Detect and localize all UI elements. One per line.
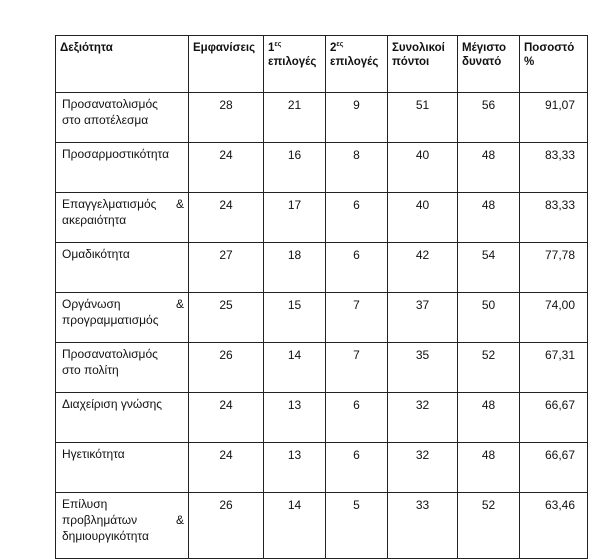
skill-cell: Ηγετικότητα bbox=[56, 443, 189, 493]
first-choices-cell: 16 bbox=[264, 143, 326, 193]
total-points-cell: 40 bbox=[388, 143, 458, 193]
skill-cell: Επαγγελματισμός & ακεραιότητα bbox=[56, 193, 189, 243]
appearances-cell: 26 bbox=[189, 493, 264, 559]
skill-cell: Προσαρμοστικότητα bbox=[56, 143, 189, 193]
total-points-cell: 35 bbox=[388, 343, 458, 393]
max-possible-cell: 48 bbox=[458, 143, 520, 193]
max-possible-cell: 52 bbox=[458, 343, 520, 393]
appearances-cell: 24 bbox=[189, 393, 264, 443]
second-choices-cell: 6 bbox=[326, 393, 388, 443]
table-row bbox=[56, 293, 588, 343]
skills-table bbox=[55, 35, 588, 559]
appearances-cell: 28 bbox=[189, 93, 264, 143]
total-points-cell: 37 bbox=[388, 293, 458, 343]
table-row bbox=[56, 493, 588, 559]
percent-cell: 66,67 bbox=[520, 393, 588, 443]
header-percent: Ποσοστό % bbox=[520, 36, 588, 93]
percent-cell: 67,31 bbox=[520, 343, 588, 393]
percent-cell: 66,67 bbox=[520, 443, 588, 493]
second-choices-cell: 9 bbox=[326, 93, 388, 143]
percent-cell: 83,33 bbox=[520, 193, 588, 243]
max-possible-cell: 56 bbox=[458, 93, 520, 143]
total-points-cell: 51 bbox=[388, 93, 458, 143]
table-row bbox=[56, 343, 588, 393]
percent-cell: 91,07 bbox=[520, 93, 588, 143]
second-choices-cell: 8 bbox=[326, 143, 388, 193]
table-header-row bbox=[56, 36, 588, 93]
percent-cell: 74,00 bbox=[520, 293, 588, 343]
max-possible-cell: 48 bbox=[458, 393, 520, 443]
table-row bbox=[56, 193, 588, 243]
appearances-cell: 24 bbox=[189, 443, 264, 493]
percent-cell: 77,78 bbox=[520, 243, 588, 293]
first-choices-cell: 15 bbox=[264, 293, 326, 343]
first-choices-cell: 14 bbox=[264, 493, 326, 559]
percent-cell: 63,46 bbox=[520, 493, 588, 559]
header-first-choices: $1^{\varepsilon\varsigma}$ επιλογές bbox=[264, 36, 326, 93]
total-points-cell: 32 bbox=[388, 443, 458, 493]
header-appearances: Εμφανίσεις bbox=[189, 36, 264, 93]
header-max-possible: Μέγιστο δυνατό bbox=[458, 36, 520, 93]
first-choices-cell: 21 bbox=[264, 93, 326, 143]
max-possible-cell: 48 bbox=[458, 443, 520, 493]
appearances-cell: 26 bbox=[189, 343, 264, 393]
skill-cell: Προσανατολισμός στο πολίτη bbox=[56, 343, 189, 393]
first-choices-cell: 14 bbox=[264, 343, 326, 393]
header-skill: Δεξιότητα bbox=[56, 36, 189, 93]
skill-cell: Προσανατολισμός στο αποτέλεσμα bbox=[56, 93, 189, 143]
first-choices-cell: 13 bbox=[264, 443, 326, 493]
total-points-cell: 32 bbox=[388, 393, 458, 443]
total-points-cell: 33 bbox=[388, 493, 458, 559]
percent-cell: 83,33 bbox=[520, 143, 588, 193]
appearances-cell: 24 bbox=[189, 143, 264, 193]
second-choices-cell: 7 bbox=[326, 293, 388, 343]
max-possible-cell: 48 bbox=[458, 193, 520, 243]
first-choices-cell: 13 bbox=[264, 393, 326, 443]
table-row bbox=[56, 443, 588, 493]
skill-cell: Οργάνωση & προγραμματισμός bbox=[56, 293, 189, 343]
max-possible-cell: 52 bbox=[458, 493, 520, 559]
second-choices-cell: 7 bbox=[326, 343, 388, 393]
header-total-points: Συνολικοί πόντοι bbox=[388, 36, 458, 93]
skill-cell: Επίλυση προβλημάτων & δημιουργικότητα bbox=[56, 493, 189, 559]
table-row bbox=[56, 243, 588, 293]
second-choices-cell: 5 bbox=[326, 493, 388, 559]
first-choices-cell: 17 bbox=[264, 193, 326, 243]
max-possible-cell: 54 bbox=[458, 243, 520, 293]
skill-cell: Ομαδικότητα bbox=[56, 243, 189, 293]
header-second-choices: $2^{\varepsilon\varsigma}$ επιλογές bbox=[326, 36, 388, 93]
table-row bbox=[56, 143, 588, 193]
second-choices-cell: 6 bbox=[326, 243, 388, 293]
appearances-cell: 25 bbox=[189, 293, 264, 343]
appearances-cell: 27 bbox=[189, 243, 264, 293]
appearances-cell: 24 bbox=[189, 193, 264, 243]
total-points-cell: 40 bbox=[388, 193, 458, 243]
second-choices-cell: 6 bbox=[326, 193, 388, 243]
skill-cell: Διαχείριση γνώσης bbox=[56, 393, 189, 443]
table-row bbox=[56, 93, 588, 143]
table-row bbox=[56, 393, 588, 443]
total-points-cell: 42 bbox=[388, 243, 458, 293]
max-possible-cell: 50 bbox=[458, 293, 520, 343]
second-choices-cell: 6 bbox=[326, 443, 388, 493]
first-choices-cell: 18 bbox=[264, 243, 326, 293]
